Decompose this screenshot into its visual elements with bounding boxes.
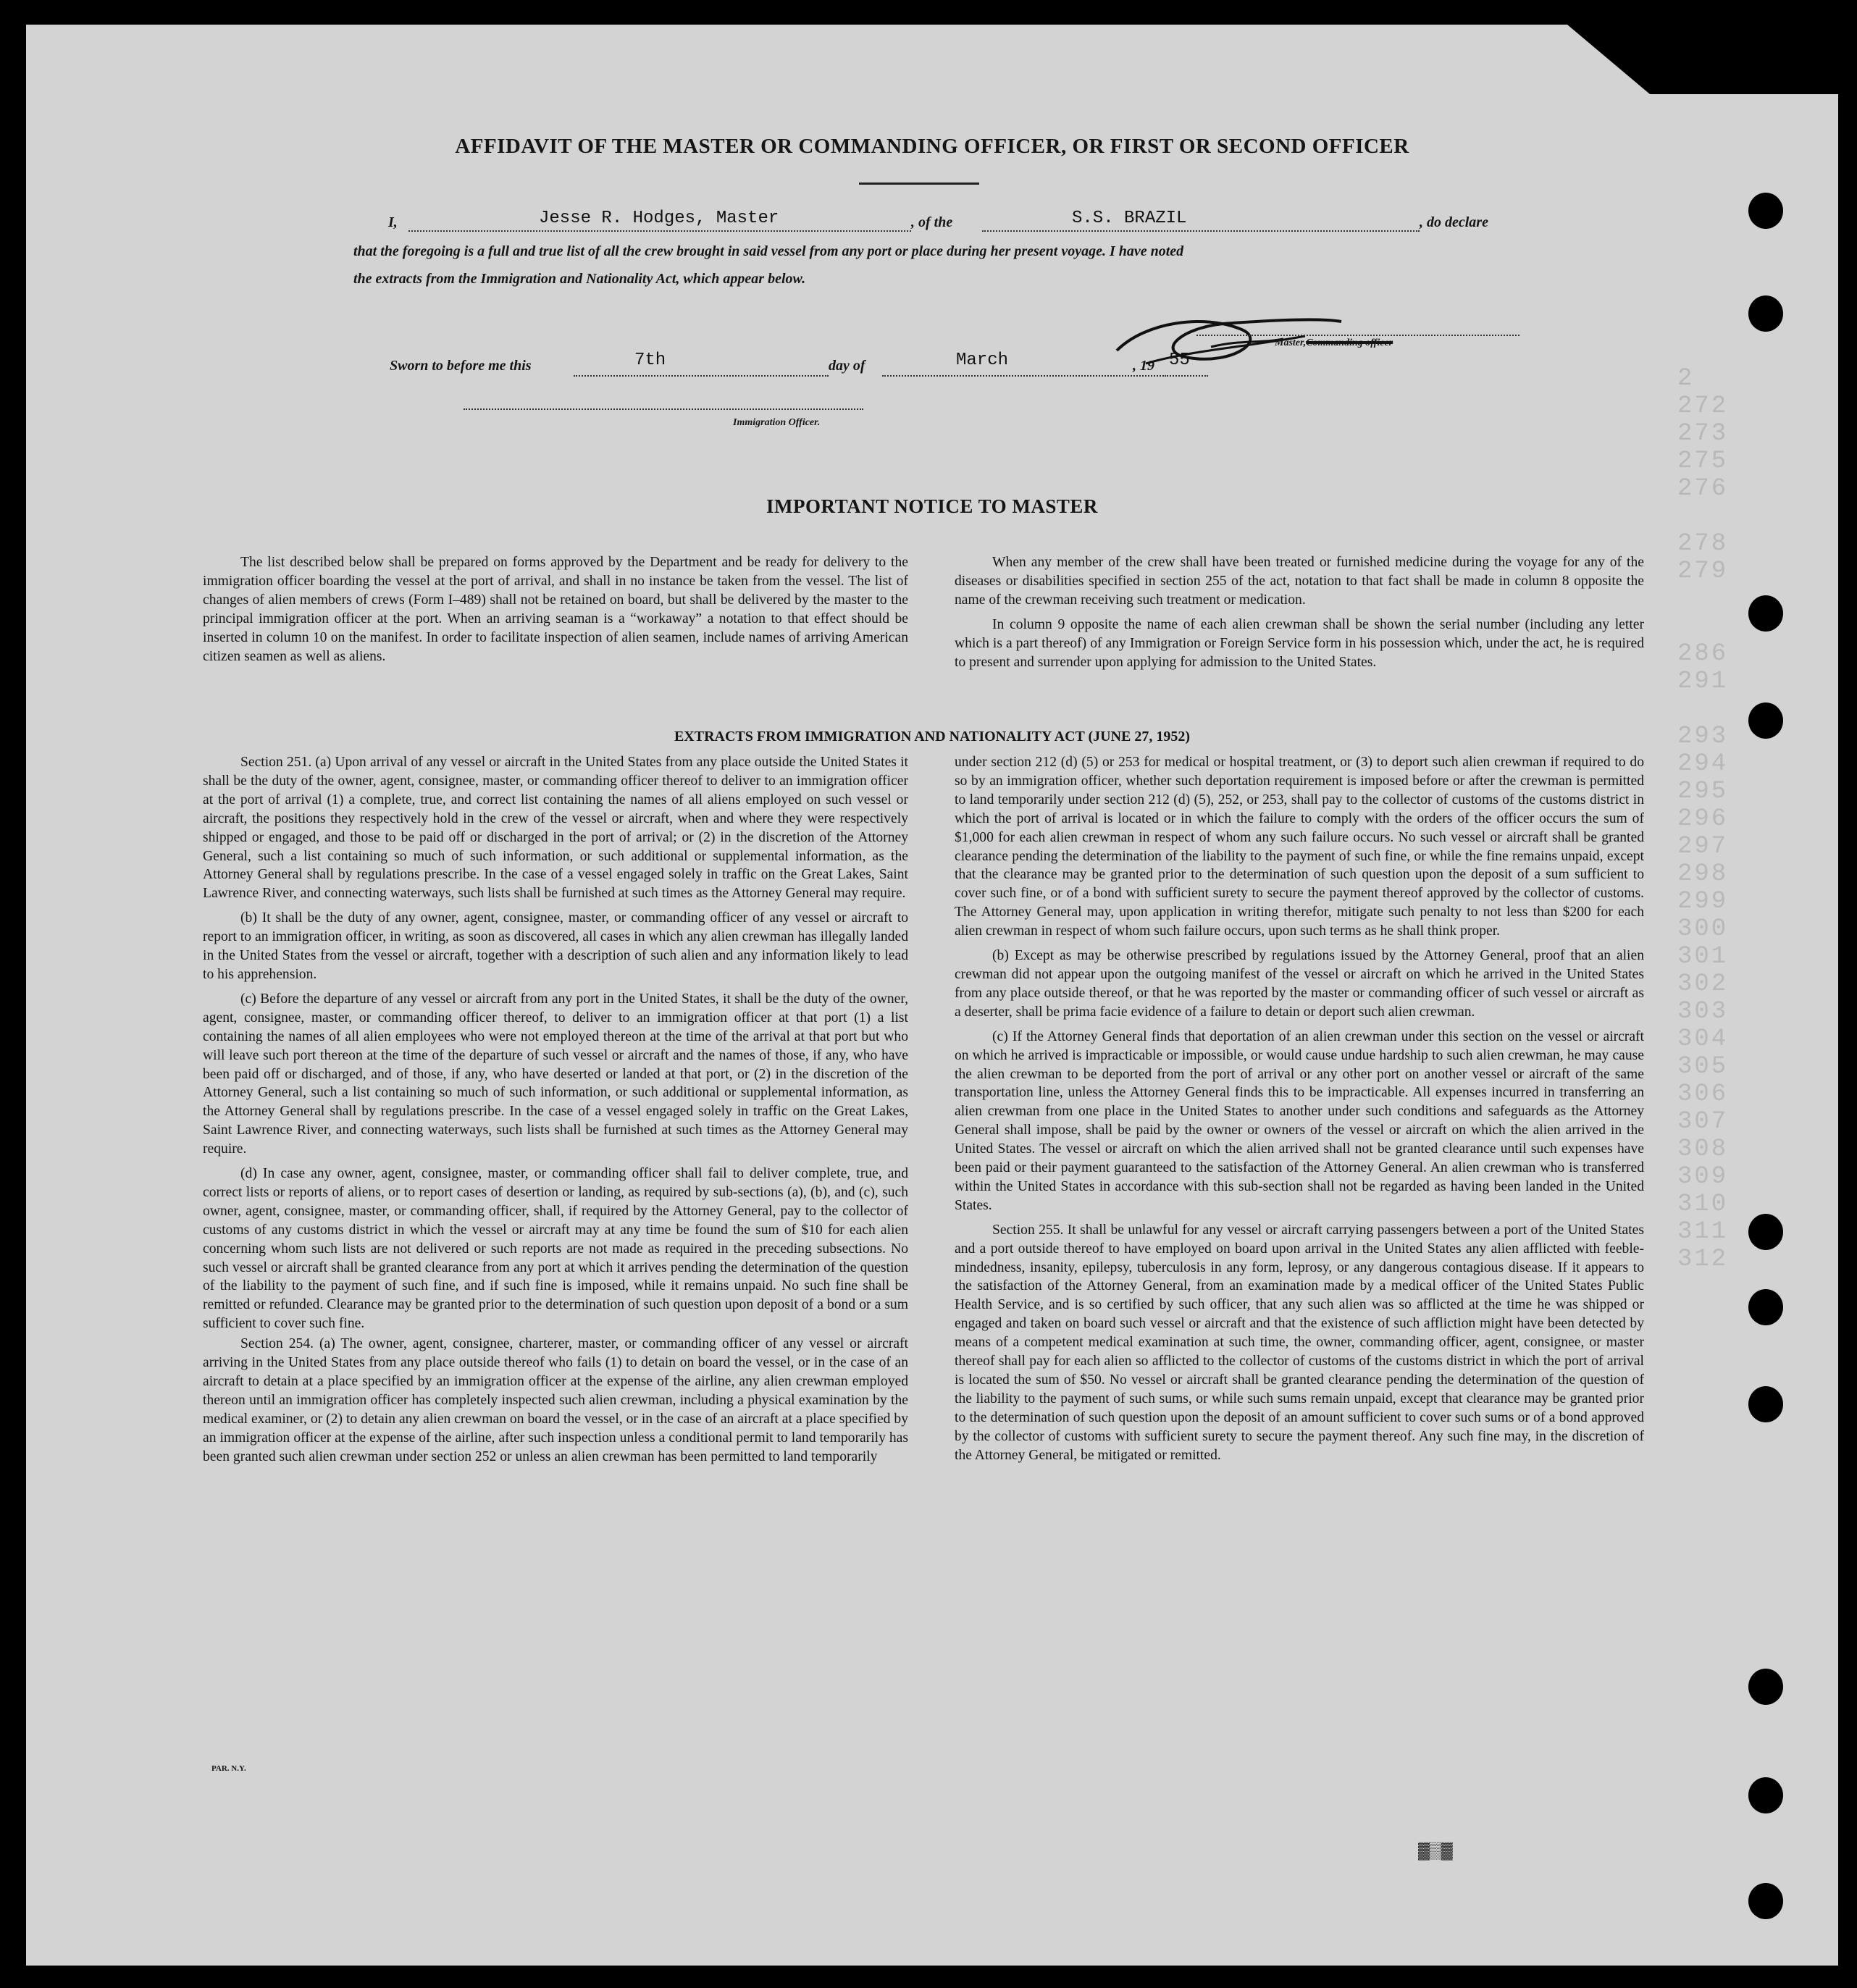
bleed-through: 2 272 273 275 276 278 279 286 291 293 294 295 296 297 298 299 300 301 302 303 304 305 306 307 308 309 310 311 312 (1677, 365, 1729, 1273)
extract-paragraph: Section 254. (a) The owner, agent, consignee, charterer, master, or commanding officer of any vessel or aircraft arriving in the United States from any place outside thereof who fails (1) to detain on board the vessel, or in the case of an aircraft to detain at a place specified by an immigration officer at the expense of the airline, any alien crewman employed thereon until an immigration officer has completely inspected such alien crewman, including a physical examination by the medical examiner, or (2) to detain any alien crewman on board the vessel, or in the case of an aircraft at a place specified by an immigration officer at the expense of the airline, after such inspection unless a conditional permit to land temporarily has been granted such alien crewman under section 252 or unless an alien crewman has been permitted to land temporarily (203, 1336, 908, 1464)
notice-title: IMPORTANT NOTICE TO MASTER (766, 495, 1098, 517)
declaration-line-1: that the foregoing is a full and true list of all the crew brought in said vessel from any port or place during her present voyage. I have noted (353, 243, 1184, 259)
document-page (26, 25, 1838, 1966)
punch-hole (1748, 295, 1783, 332)
extract-paragraph: (b) It shall be the duty of any owner, agent, consignee, master, or commanding officer of any vessel or aircraft to report to an immigration officer, in writing, as soon as discovered, all cases in which any alien crewman has illegally landed in the United States from the vessel or aircraft, together with a description of such alien and any information likely to lead to his apprehension. (203, 910, 908, 982)
punch-hole (1748, 1386, 1783, 1422)
month-line (882, 375, 1166, 377)
year-line (1165, 375, 1208, 377)
officer-signature-line (464, 408, 863, 410)
punch-hole (1748, 1214, 1783, 1250)
master-label-struck: Commanding officer (1306, 337, 1393, 348)
punch-hole (1748, 595, 1783, 632)
punch-hole (1748, 1289, 1783, 1325)
declaration-line-2: the extracts from the Immigration and Nationality Act, which appear below. (353, 271, 806, 287)
vessel-name-value: S.S. BRAZIL (1072, 209, 1187, 228)
officer-label: Immigration Officer. (733, 417, 821, 428)
extract-paragraph: under section 212 (d) (5) or 253 for medical or hospital treatment, or (3) to deport such alien crewman if required to do so by an immigration officer, whether such deportation requirement is imposed before or after the crewman is permitted to land temporarily under section 212 (d) (5), 252, or 253, shall pay to the collector of customs of the customs district in which the port of arrival is located or in which the failure to comply with the orders of the officer occurs the sum of $1,000 for each alien crewman in respect of whom any such failure occurs. No such vessel or aircraft shall be granted clearance pending the determination of the liability to the payment of such fine, or while the fine remains unpaid, except that the clearance may be granted prior to the determination of such question upon the deposit of a sum sufficient to cover such fine, or of a bond with sufficient surety to secure the payment thereof approved by the collector of customs. The Attorney General may, upon application in writing therefor, mitigate such penalty to not less than $200 for each alien crewman in respect of whom such failure occurs, upon such terms as he shall think proper. (955, 755, 1644, 939)
extract-paragraph: Section 255. It shall be unlawful for any vessel or aircraft carrying passengers between a port of the United States and a port outside thereof to have employed on board upon arrival in the United States any alien afflicted with feeble-mindedness, insanity, epilepsy, tuberculosis in any form, leprosy, or any dangerous contagious disease. If it appears to the satisfaction of the Attorney General, from an examination made by a medical officer of the United States Public Health Service, and is so certified by such officer, that any such alien was so afflicted at the time he was shipped or engaged and taken on board such vessel or aircraft and that the existence of such affliction might have been detected by means of a competent medical examination at such time, the owner, commanding officer, agent, consignee, or master thereof shall pay for each alien so afflicted to the collector of customs of the customs district in which the port of arrival is located the sum of $50. No vessel or aircraft shall be granted clearance pending the determination of the question of the liability to the payment of such sums, or while such sums remain unpaid, except that clearance may be granted prior to the determination of such question upon the deposit of an amount sufficient to cover such sums or of a bond approved by the collector of customs with sufficient surety to secure the payment thereof. Any such fine may, in the discretion of the Attorney General, be mitigated or remitted. (955, 1222, 1644, 1463)
signature-line (1196, 335, 1519, 336)
punch-hole (1748, 1883, 1783, 1919)
vessel-line (982, 230, 1420, 232)
declare-label: , do declare (1420, 214, 1488, 230)
master-name-value: Jesse R. Hodges, Master (539, 209, 779, 228)
title-rule (859, 183, 979, 185)
year-value: 55 (1169, 351, 1190, 370)
extract-paragraph: (d) In case any owner, agent, consignee, master, or commanding officer shall fail to deliver complete, true, and correct lists or reports of aliens, or to report cases of desertion or landing, as required by sub-sections (a), (b), and (c), such owner, agent, consignee, master, or commanding officer, shall, if required by the Attorney General, pay to the collector of customs of any customs district in which the vessel or aircraft may at any time be found the sum of $10 for each alien concerning whom such lists are not delivered or such reports are not made as required in the preceding subsections. No such vessel or aircraft shall be granted clearance from any port at which it arrives pending the determination of the question of the liability to the payment of such fine, and if such fine is imposed, while it remains unpaid. No such fine shall be remitted or refunded. Clearance may be granted prior to the determination of such question upon deposit of a bond or a sum sufficient to cover such fine. (203, 1166, 908, 1332)
extract-paragraph: (c) If the Attorney General finds that deportation of an alien crewman under this section on the vessel or aircraft on which he arrived is impracticable or impossible, or would cause undue hardship to such alien crewman, he may cause the alien crewman to be deported from the port of arrival or any other port on another vessel or aircraft of the same transportation line, unless the Attorney General finds this to be impracticable. All expenses incurred in transferring an alien crewman from one place in the United States to another under such conditions and safeguards as the Attorney General shall impose, shall be paid by the owner or owners of the vessel or aircraft on which the alien arrived in the United States. The vessel or aircraft on which the alien arrived shall not be granted clearance until such expenses have been paid or their payment guaranteed to the satisfaction of the Attorney General. An alien crewman who is transferred within the United States in accordance with this sub-section shall not be regarded as having been landed in the United States. (955, 1028, 1644, 1213)
of-the-label: , of the (911, 214, 953, 230)
faint-stamp: ▓▒▓ (1418, 1841, 1453, 1859)
name-line (408, 230, 911, 232)
extract-paragraph: Section 251. (a) Upon arrival of any vessel or aircraft in the United States from any place outside the United States it shall be the duty of the owner, agent, consignee, master, or commanding officer thereof to deliver to an immigration officer at the port of arrival (1) a complete, true, and correct list containing the names of all aliens employed on such vessel or aircraft, the positions they respectively hold in the crew of the vessel or aircraft, when and where they were respectively shipped or engaged, and those to be paid off or discharged in the port of arrival; or (2) in the discretion of the Attorney General, such a list containing so much of such information, or such additional or supplemental information, as the Attorney General shall by regulations prescribe. In the case of a vessel engaged solely in traffic on the Great Lakes, Saint Lawrence River, and connecting waterways, such lists shall be furnished at such times as the Attorney General may require. (203, 755, 908, 902)
month-value: March (956, 351, 1009, 370)
extract-paragraph: (c) Before the departure of any vessel or aircraft from any port in the United States, it shall be the duty of the owner, agent, consignee, master, or commanding officer thereof, to deliver to an immigration officer at that port (1) a list containing the names of all alien employees who were not employed thereon at the time of the arrival at that port but who will leave such port thereon at the time of the departure of such vessel or aircraft and the names of those, if any, who have been paid off or discharged, and of those, if any, who have deserted or landed at that port, or (2) in the discretion of the Attorney General, such a list containing so much of such information, or such additional or supplemental information, as the Attorney General shall by regulations prescribe. In the case of a vessel engaged solely in traffic on the Great Lakes, Saint Lawrence River, and connecting waterways, such lists shall be furnished at such times as the Attorney General may require. (203, 991, 908, 1157)
notice-right-paragraph: When any member of the crew shall have been treated or furnished medicine during the voyage for any of the diseases or disabilities specified in section 255 of the act, notation to that fact shall be made in column 8 opposite the name of the crewman receiving such treatment or medication. (955, 555, 1644, 608)
extracts-left-column (203, 753, 908, 1467)
notice-right-column (955, 553, 1644, 671)
extract-paragraph: (b) Except as may be otherwise prescribed by regulations issued by the Attorney General, proof that an alien crewman did not appear upon the outgoing manifest of the vessel or aircraft on which he arrived in the United States from any place outside thereof, or that he was reported by the master or commanding officer of such vessel or aircraft as a deserter, shall be prima facie evidence of a failure to detain or deport such alien crewman. (955, 948, 1644, 1020)
printer-mark: PAR. N.Y. (211, 1764, 246, 1773)
day-of-label: day of (829, 358, 865, 374)
notice-left-text: The list described below shall be prepared on forms approved by the Department and be ready for delivery to the immigration officer boarding the vessel at the port of arrival, and shall in no instance be taken from the vessel. The list of changes of alien members of crews (Form I–489) shall not be retained on board, but shall be delivered by the master to the principal immigration officer at the port. When an arriving seaman is a “workaway” a notation to that effect should be inserted in column 10 on the manifest. In order to facilitate inspection of alien seamen, include names of arriving American citizen seamen as well as aliens. (203, 555, 908, 664)
year-prefix: , 19 (1133, 358, 1154, 374)
affidavit-title: AFFIDAVIT OF THE MASTER OR COMMANDING OFFICER, OR FIRST OR SECOND OFFICER (455, 135, 1409, 158)
day-value: 7th (634, 351, 666, 370)
extracts-right-column (955, 753, 1644, 1465)
notice-right-paragraph: In column 9 opposite the name of each alien crewman shall be shown the serial number (including any letter which is a part thereof) of any Immigration or Foreign Service form in his possession which, under the act, he is required to present and surrender upon applying for admission to the United States. (955, 616, 1644, 670)
extracts-title: EXTRACTS FROM IMMIGRATION AND NATIONALITY ACT (JUNE 27, 1952) (674, 729, 1191, 745)
notice-left-column (203, 553, 908, 666)
day-line (574, 375, 829, 377)
i-label: I, (388, 214, 398, 230)
master-label-text: Master, (1275, 337, 1307, 348)
punch-hole (1748, 1669, 1783, 1705)
punch-hole (1748, 1777, 1783, 1813)
master-label (1275, 337, 1393, 349)
scan-corner (1567, 25, 1838, 94)
sworn-label: Sworn to before me this (390, 358, 532, 374)
punch-hole (1748, 193, 1783, 229)
